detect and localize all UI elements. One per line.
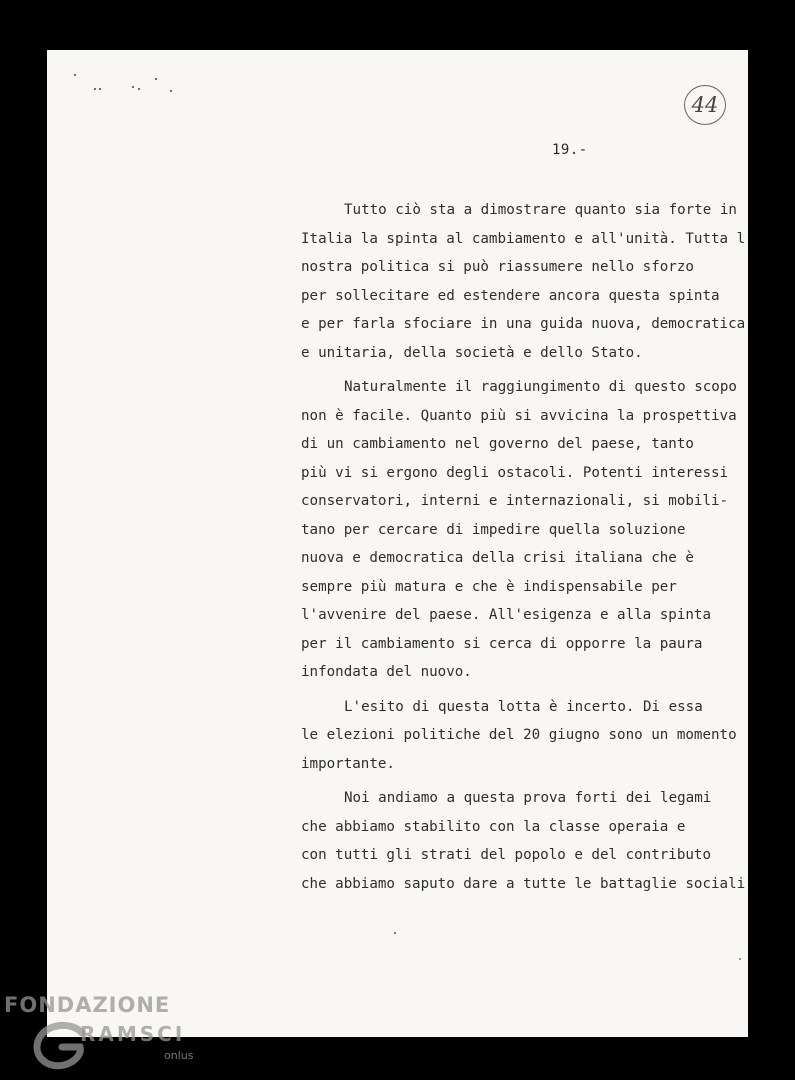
text-line: Tutto ciò sta a dimostrare quanto sia forte in: [344, 202, 737, 218]
watermark-line2: RAMSCI: [80, 1022, 186, 1046]
text-line: sempre più matura e che è indispensabile per: [301, 578, 677, 595]
text-line: più vi si ergono degli ostacoli. Potenti interessi: [301, 464, 729, 481]
watermark-sub: onlus: [164, 1049, 194, 1062]
typewritten-text: [301, 196, 748, 898]
text-line: le elezioni politiche del 20 giugno sono un momento: [301, 727, 737, 743]
ink-speck: [394, 932, 396, 934]
text-line: nostra politica si può riassumere nello sforzo: [301, 259, 694, 275]
text-line: tano per cercare di impedire quella soluzione: [301, 521, 686, 538]
text-line: importante.: [301, 755, 395, 772]
text-line: per sollecitare ed estendere ancora questa spinta: [301, 287, 720, 304]
text-line: con tutti gli strati del popolo e del contributo: [301, 847, 711, 863]
page-number: 19.-: [552, 142, 588, 158]
text-line: e per farla sfociare in una guida nuova, democratica: [301, 316, 746, 332]
text-line: e unitaria, della società e dello Stato.: [301, 344, 643, 361]
text-line: Naturalmente il raggiungimento di questo scopo: [344, 379, 737, 395]
page-stamp-number: 44: [691, 93, 719, 117]
watermark-line1: FONDAZIONE: [4, 993, 171, 1017]
text-line: che abbiamo stabilito con la classe operaia e: [301, 818, 686, 835]
text-line: l'avvenire del paese. All'esigenza e alla spinta: [301, 607, 711, 623]
text-line: non è facile. Quanto più si avvicina la prospettiva: [301, 407, 737, 424]
text-line: di un cambiamento nel governo del paese, tanto: [301, 436, 694, 452]
document-page: [47, 50, 748, 1037]
text-line: Italia la spinta al cambiamento e all'unità. Tutta l: [301, 230, 746, 247]
text-line: nuova e democratica della crisi italiana che è: [301, 550, 694, 566]
text-line: che abbiamo saputo dare a tutte le battaglie sociali: [301, 875, 746, 892]
ink-specks: [72, 72, 182, 96]
ink-speck: [739, 958, 741, 960]
text-line: per il cambiamento si cerca di opporre la paura: [301, 635, 703, 652]
fondazione-gramsci-watermark: [4, 993, 204, 1078]
text-line: L'esito di questa lotta è incerto. Di essa: [344, 698, 703, 715]
handwritten-page-stamp: [684, 85, 726, 125]
text-line: conservatori, interni e internazionali, si mobili-: [301, 493, 729, 509]
text-line: Noi andiamo a questa prova forti dei legami: [344, 790, 712, 806]
text-line: infondata del nuovo.: [301, 664, 472, 680]
